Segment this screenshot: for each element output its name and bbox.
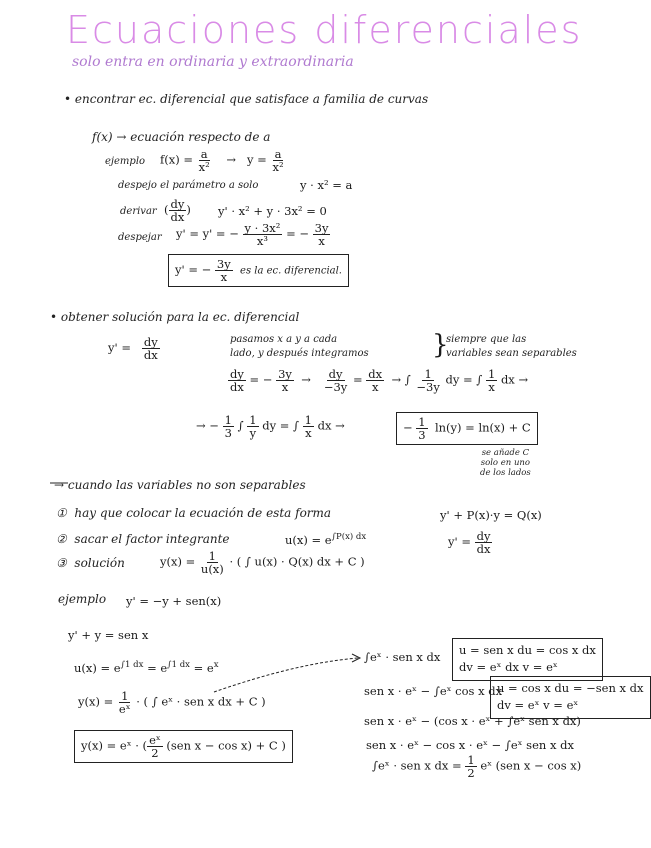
despejar-num2: 3y [314, 221, 329, 235]
eq3-start: → ∫ [391, 372, 411, 387]
boxed-num: 1 [418, 415, 426, 429]
yprime-num: dy [143, 335, 158, 349]
step1-note-text: y' = [448, 534, 471, 549]
result-text: es la ec. diferencial. [240, 265, 342, 277]
section1-line1: f(x) → ecuación respecto de a [92, 130, 271, 144]
box1-line1: u = sen x du = cos x dx [459, 643, 596, 657]
line2-den: 3 [224, 426, 232, 441]
yprime-text: y' = [108, 340, 131, 355]
line2-int: ∫ [237, 418, 244, 433]
derivar-label: derivar [120, 206, 157, 217]
line2-num: 1 [224, 413, 232, 427]
eq1-den: dx [230, 380, 244, 395]
eq1-eq: = − [249, 372, 273, 387]
eq2-rden: x [371, 380, 379, 395]
example-arrow: → [226, 152, 237, 167]
c-note-line1: se añade C [481, 448, 530, 458]
work4-start: ∫eˣ · sen x dx = [372, 758, 462, 773]
line2-iden: y [249, 426, 257, 441]
line2-end: dx → [317, 418, 345, 433]
connector-arrow-icon [214, 658, 358, 692]
eq1-rden: x [281, 380, 289, 395]
line2-end-text: = e [193, 660, 214, 675]
line2-mid: dy = ∫ [262, 418, 300, 433]
step1-note-den: dx [476, 542, 491, 557]
despejar-num: y · 3x² [244, 221, 281, 235]
eq3-rden: x [488, 380, 495, 395]
work-line3: sen x · eˣ − cos x · eˣ − ∫eˣ sen x dx [366, 738, 574, 752]
step3-fnum: 1 [208, 549, 216, 563]
example-equation: y' = −y + sen(x) [126, 594, 222, 608]
eq1-rnum: 3y [278, 367, 292, 381]
work4-num: 1 [467, 753, 475, 767]
example-y-text: y = [247, 152, 267, 167]
despejo-text: despejo el parámetro a solo [118, 180, 259, 191]
despejar-den2: x [318, 234, 325, 249]
page-title: Ecuaciones diferenciales [66, 8, 583, 52]
line2-mid-text: = e [147, 660, 168, 675]
example-label: ejemplo [105, 156, 146, 167]
step3-fden: u(x) [200, 562, 224, 577]
line3-num: 1 [121, 689, 129, 703]
despejar-eq2-text: = − [286, 226, 309, 241]
line2-rnum: 1 [304, 413, 312, 427]
eq2-rnum: dx [368, 367, 383, 381]
despejar-eq-text: y' = y' = − [176, 226, 239, 241]
note-line2: lado, y después integramos [230, 348, 369, 359]
boxed-start: − [403, 420, 413, 435]
section2-heading: • obtener solución para la ec. diferencial [50, 310, 300, 324]
boxed-equation: ln(y) = ln(x) + C [434, 420, 531, 435]
result-rest: (sen x − cos x) + C ) [166, 738, 286, 753]
step2-eq: u(x) = e [285, 532, 332, 547]
result-start: y(x) = eˣ · [81, 738, 139, 753]
example-den: x² [198, 160, 210, 175]
example-y-num: a [274, 147, 282, 161]
step1-note-num: dy [476, 529, 491, 543]
example-f-text: f(x) = [160, 152, 194, 167]
eq3-den: −3y [416, 380, 440, 395]
line2-u: u(x) = e [74, 660, 121, 675]
line2-rden: x [305, 426, 312, 441]
derivar-equation: y' · x² + y · 3x² = 0 [218, 204, 327, 218]
step2-text: sacar el factor integrante [74, 532, 230, 546]
eq3-end: dx → [500, 372, 529, 387]
example-line1: y' + y = sen x [68, 628, 149, 642]
section3-heading: → cuando las variables no son separables [54, 478, 306, 492]
eq1-arrow: → [301, 372, 311, 387]
boxed-den: 3 [418, 428, 426, 443]
side-note-line1: siempre que las [446, 334, 527, 345]
derivar-notation: ( $\frac{dy}{dx}$ ) [164, 197, 191, 225]
result-paren-num: eˣ [149, 733, 161, 747]
line3-den: eˣ [118, 702, 131, 717]
line3-rest: · ( ∫ eˣ · sen x dx + C ) [136, 694, 266, 709]
eq3-mid: dy = ∫ [445, 372, 483, 387]
line2-exp2: ∫1 dx [167, 660, 190, 670]
note-line1: pasamos x a y a cada [230, 334, 338, 345]
step3-rest: · ( ∫ u(x) · Q(x) dx + C ) [229, 554, 365, 569]
example-y-den: x² [272, 160, 284, 175]
step2-exp: ∫P(x) dx [331, 532, 367, 542]
step3-text: solución [74, 556, 125, 570]
c-note-line2: solo en uno [480, 458, 531, 468]
section1-heading: • encontrar ec. diferencial que satisface a familia de curvas [64, 92, 429, 106]
step1-text: hay que colocar la ecuación de esta forma [74, 506, 332, 520]
work4-end: eˣ (sen x − cos x) [480, 758, 582, 773]
example-result-box: y(x) = eˣ · ( $\frac{\text{eˣ}}{2}$ (sen x − cos x) + C ) [74, 730, 293, 763]
despejar-den: x³ [256, 234, 269, 249]
derivar-num: dy [170, 197, 185, 211]
box2-line1: u = cos x du = −sen x dx [497, 681, 644, 695]
result-lhs: y' = − [175, 262, 212, 277]
result-paren-den: 2 [151, 746, 159, 761]
step3-number: ③ [56, 556, 67, 570]
step3-eq: y(x) = [160, 554, 196, 569]
line3-y: y(x) = [78, 694, 114, 709]
line2-exp: ∫1 dx [120, 660, 144, 670]
eq1-num: dy [230, 367, 244, 381]
work-line2: sen x · eˣ − (cos x · eˣ + ∫eˣ sen x dx) [364, 714, 581, 728]
eq3-rnum: 1 [487, 367, 496, 381]
example-num: a [200, 147, 208, 161]
result-num: 3y [216, 257, 231, 271]
result-den: x [220, 270, 228, 285]
c-note-line3: de los lados [480, 468, 531, 478]
step1-number: ① [56, 506, 67, 520]
yprime-den: dx [143, 348, 158, 363]
box2-line2: dv = eˣ v = eˣ [497, 698, 579, 713]
derivar-den: dx [170, 210, 185, 225]
eq2-den: −3y [323, 380, 348, 395]
line2-inum: 1 [249, 413, 257, 427]
despejo-equation: y · x² = a [300, 178, 353, 192]
integral-title: ∫eˣ · sen x dx [364, 650, 441, 664]
work4-den: 2 [467, 766, 475, 781]
page-subtitle: solo entra en ordinaria y extraordinaria [72, 54, 354, 70]
eq3-num: 1 [424, 367, 432, 381]
line2-exp3: x [213, 660, 219, 670]
eq2-eq: = [352, 372, 363, 387]
step2-number: ② [56, 532, 67, 546]
despejar-label: despejar [118, 232, 162, 243]
work-line1: sen x · eˣ − ∫eˣ cos x dx [364, 684, 503, 698]
side-note-line2: variables sean separables [446, 348, 577, 359]
brace-icon: } [432, 330, 449, 360]
line2-start: → − [196, 418, 219, 433]
eq2-num: dy [328, 367, 343, 381]
box1-line2: dv = eˣ dx v = eˣ [459, 660, 558, 675]
example-heading: ejemplo [58, 592, 107, 606]
step1-equation: y' + P(x)·y = Q(x) [440, 508, 542, 522]
